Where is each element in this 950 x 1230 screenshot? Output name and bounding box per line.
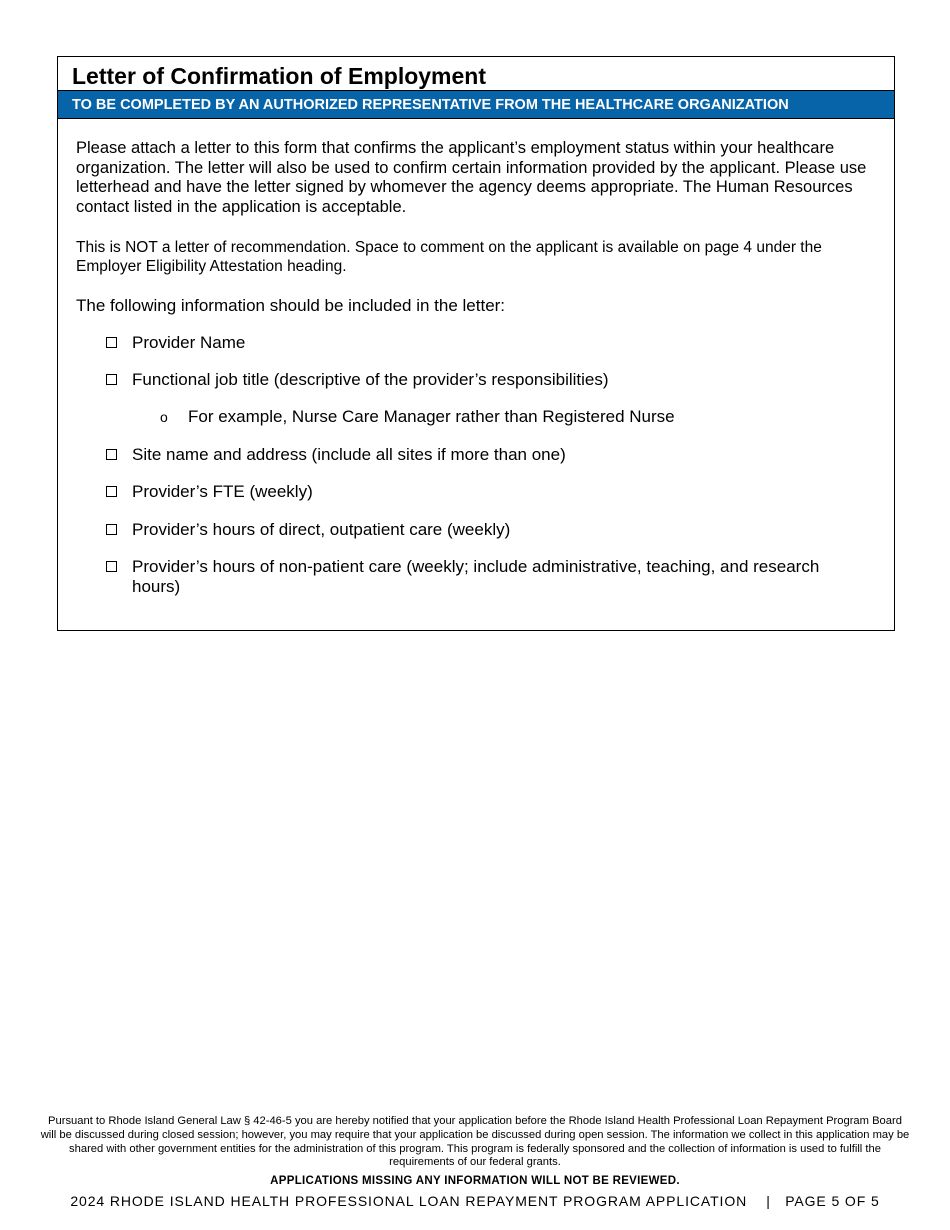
section-banner: TO BE COMPLETED BY AN AUTHORIZED REPRESENTATIVE FROM THE HEALTHCARE ORGANIZATION	[58, 90, 894, 119]
instructions-paragraph: Please attach a letter to this form that confirms the applicant’s employment status within your healthcare organization. The letter will also be used to confirm certain information provided by the applicant. Please use letterhead and have the letter signed by whomever the agency deems appropriate. The Human Resources contact listed in the application is acceptable.	[76, 139, 867, 216]
checkbox-icon	[106, 337, 117, 348]
page-footer-text: 2024 RHODE ISLAND HEALTH PROFESSIONAL LOAN REPAYMENT PROGRAM APPLICATION | PAGE 5 OF 5	[70, 1193, 880, 1209]
not-recommendation-paragraph: This is NOT a letter of recommendation. Space to comment on the applicant is available on page 4 under the Employer Eligibility Attestation heading.	[76, 239, 822, 276]
checkbox-icon	[106, 524, 117, 535]
legal-notice: Pursuant to Rhode Island General Law § 42-46-5 you are hereby notified that your application before the Rhode Island Health Professional Loan Repayment Program Board will be discussed during closed session; however, you may require that your application be discussed during open session. The information we collect in this application may be shared with other government entities for the administration of this program. This program is federally sponsored and the collection of information is used to fulfill the requirements of our federal grants.	[40, 1115, 910, 1169]
missing-info-warning: APPLICATIONS MISSING ANY INFORMATION WILL NOT BE REVIEWED.	[270, 1175, 680, 1187]
section-title: Letter of Confirmation of Employment	[72, 63, 486, 89]
checkbox-icon	[106, 486, 117, 497]
checkbox-icon	[106, 374, 117, 385]
confirmation-section: Letter of Confirmation of Employment TO BE COMPLETED BY AN AUTHORIZED REPRESENTATIVE FROM THE HEALTHCARE ORGANIZATION Please attach a letter to this form that confirms the applicant’s employment status within your healthcare organization. The letter will also be used to confirm certain information provided by the applicant. Please use letterhead and have the letter signed by whomever the agency deems appropriate. The Human Resources contact listed in the application is acceptable. This is NOT a letter of recommendation. Space to comment on the applicant is available on page 4 under the Employer Eligibility Attestation heading. The following information should be included in the letter: Provider Name Functional job title (descriptive of the provider’s responsibilities) o For example, Nurse Care Manager rather than Registered Nurse Site name and address (include all sites if more than one) Provider’s FTE (weekly) Provider’s hours of direct, outpatient care (weekly) Provider’s hours of non-patient care (weekly; include administrative, teaching, and research hours)	[57, 56, 895, 631]
circle-bullet-icon: o	[160, 409, 168, 425]
checkbox-icon	[106, 561, 117, 572]
list-intro: The following information should be included in the letter:	[76, 296, 506, 315]
page-footer	[40, 1193, 910, 1209]
checkbox-icon	[106, 449, 117, 460]
